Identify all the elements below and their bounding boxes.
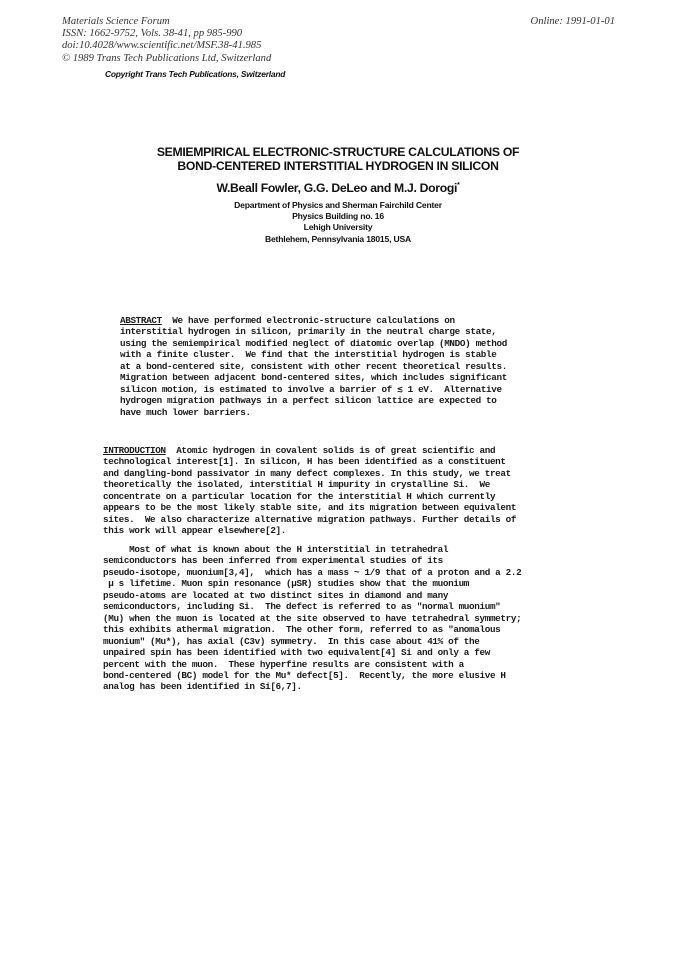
intro-heading: INTRODUCTION	[103, 445, 166, 456]
intro-line-6: appears to be the most likely stable site, and its migration between equivalent	[103, 502, 517, 514]
intro-line-5: concentrate on a particular location for the interstitial H which currently	[103, 490, 496, 502]
intro-line-7: sites. We also characterize alternative migration pathways. Further details of	[103, 513, 517, 525]
para2-line-12: bond-centered (BC) model for the Mu* defect[5]. Recently, the more elusive H	[103, 669, 506, 681]
abstract-line-4: with a finite cluster. We find that the interstitial hydrogen is stable	[120, 349, 497, 361]
muonium-paragraph	[103, 544, 521, 693]
introduction	[103, 445, 516, 537]
abstract-line-1-text: We have performed electronic-structure calculations on	[161, 315, 455, 326]
abstract	[120, 315, 507, 418]
authors	[90, 181, 586, 195]
para2-line-6: semiconductors, including Si. The defect is referred to as "normal muonium"	[103, 601, 501, 613]
intro-line-4: theoretically the isolated, interstitial H impurity in crystalline Si. We	[103, 479, 490, 491]
affiliation	[90, 200, 586, 245]
para2-line-3: pseudo-isotope, muonium[3,4], which has a mass ~ 1/9 that of a proton and a 2.2	[103, 566, 522, 578]
para2-line-11: percent with the muon. These hyperfine results are consistent with a	[103, 658, 464, 670]
title-line-1: SEMIEMPIRICAL ELECTRONIC-STRUCTURE CALCULATIONS OF	[156, 145, 520, 159]
abstract-line-7: silicon motion, is estimated to involve a barrier of ≲ 1 eV. Alternative	[120, 383, 502, 395]
para2-line-10: unpaired spin has been identified with two equivalent[4] Si and only a few	[103, 647, 490, 659]
copyright-notice: Copyright Trans Tech Publications, Switzerland	[105, 69, 286, 79]
para2-line-9: muonium" (Mu*), has axial (C3v) symmetry. In this case about 41% of the	[103, 635, 480, 647]
issn-line: ISSN: 1662-9752, Vols. 38-41, pp 985-990	[62, 28, 243, 40]
abstract-line-9: have much lower barriers.	[120, 406, 251, 418]
abstract-heading: ABSTRACT	[120, 315, 162, 326]
intro-line-8: this work will appear elsewhere[2].	[103, 525, 287, 537]
abstract-line-2: interstitial hydrogen in silicon, primarily in the neutral charge state,	[120, 326, 497, 338]
journal-metadata	[62, 16, 271, 65]
para2-line-4: µ s lifetime. Muon spin resonance (µSR) studies show that the muonium	[103, 578, 470, 590]
intro-line-3: and dangling-bond passivator in many defect complexes. In this study, we treat	[103, 467, 511, 479]
paper-title	[90, 146, 586, 173]
para2-line-7: (Mu) when the muon is located at the site observed to have tetrahedral symmetry;	[103, 612, 522, 624]
affiliation-line-4: Bethlehem, Pennsylvania 18015, USA	[264, 233, 412, 244]
title-line-2: BOND-CENTERED INTERSTITIAL HYDROGEN IN SILICON	[177, 158, 499, 173]
affiliation-line-1: Department of Physics and Sherman Fairchild Center	[234, 200, 442, 210]
para2-line-8: this exhibits athermal migration. The other form, referred to as "anomalous	[103, 624, 501, 636]
journal-name: Materials Science Forum	[62, 16, 170, 27]
online-date: Online: 1991-01-01	[530, 16, 615, 27]
intro-line-2: technological interest[1]. In silicon, H has been identified as a constituent	[103, 456, 506, 468]
affiliation-line-3: Lehigh University	[303, 222, 373, 233]
publisher-line: © 1989 Trans Tech Publications Ltd, Switzerland	[62, 52, 272, 64]
affiliation-line-2: Physics Building no. 16	[292, 211, 384, 222]
abstract-line-8: hydrogen migration pathways in a perfect silicon lattice are expected to	[120, 395, 497, 407]
para2-line-1: Most of what is known about the H interstitial in tetrahedral	[103, 544, 449, 555]
abstract-line-3: using the semiempirical modified neglect of diatomic overlap (MNDO) method	[120, 337, 507, 349]
para2-line-13: analog has been identified in Si[6,7].	[103, 681, 302, 693]
doi-line: doi:10.4028/www.scientific.net/MSF.38-41.985	[62, 40, 262, 52]
abstract-line-1	[120, 315, 507, 326]
para2-line-5: pseudo-atoms are located at two distinct sites in diamond and many	[103, 589, 449, 601]
abstract-line-6: Migration between adjacent bond-centered sites, which includes significant	[120, 372, 507, 384]
author-footnote-mark: *	[457, 182, 460, 189]
intro-line-1-text: Atomic hydrogen in covalent solids is of great scientific and	[165, 445, 496, 456]
para2-line-2: semiconductors has been inferred from experimental studies of its	[103, 555, 443, 567]
abstract-line-5: at a bond-centered site, consistent with other recent theoretical results.	[120, 360, 507, 372]
author-names: W.Beall Fowler, G.G. DeLeo and M.J. Dorogi	[216, 181, 458, 195]
intro-line-1	[103, 445, 516, 456]
